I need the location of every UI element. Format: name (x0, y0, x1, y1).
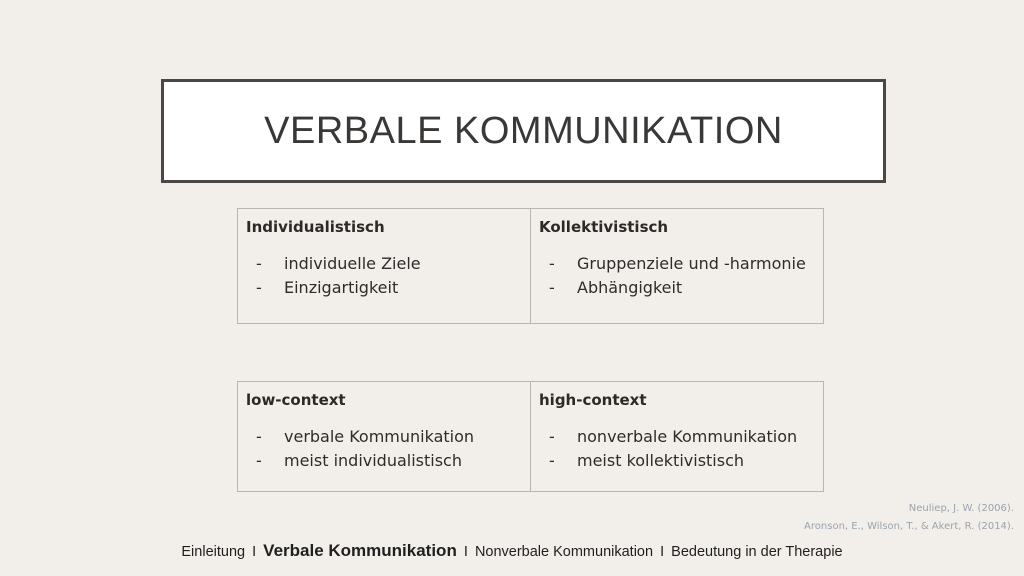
column-heading: high-context (539, 391, 647, 409)
bullet-list (539, 252, 815, 300)
column-heading: Individualistisch (246, 218, 385, 236)
bullet-dash: - (549, 278, 555, 297)
footer-item-einleitung: Einleitung (181, 544, 246, 560)
citations (804, 500, 1014, 536)
list-item: - meist individualistisch (246, 449, 522, 473)
list-item: - Gruppenziele und -harmonie (539, 252, 815, 276)
footer-separator: I (463, 544, 468, 560)
slide-title: VERBALE KOMMUNIKATION (264, 109, 783, 152)
footer-item-bedeutung-therapie: Bedeutung in der Therapie (671, 544, 843, 560)
table-row (238, 209, 824, 324)
footer-separator: I (252, 544, 257, 560)
list-item: - Abhängigkeit (539, 276, 815, 300)
list-item: - individuelle Ziele (246, 252, 522, 276)
list-item: - meist kollektivistisch (539, 449, 815, 473)
bullet-dash: - (549, 254, 555, 273)
footer-item-nonverbale-kommunikation: Nonverbale Kommunikation (474, 544, 654, 560)
column-heading: Kollektivistisch (539, 218, 669, 236)
table-cell-left (238, 209, 531, 324)
bullet-dash: - (256, 278, 262, 297)
table-cell-right (531, 209, 824, 324)
table-cell-right (531, 382, 824, 492)
bullet-dash: - (256, 427, 262, 446)
list-item: - verbale Kommunikation (246, 425, 522, 449)
bullet-list (246, 425, 522, 473)
footer-navigation (0, 541, 1024, 561)
bullet-dash: - (549, 427, 555, 446)
bullet-dash: - (256, 451, 262, 470)
citation-line: Neuliep, J. W. (2006). (908, 503, 1014, 514)
bullet-list (246, 252, 522, 300)
column-heading: low-context (246, 391, 346, 409)
bullet-dash: - (549, 451, 555, 470)
title-box (161, 79, 886, 183)
list-item: - Einzigartigkeit (246, 276, 522, 300)
bullet-dash: - (256, 254, 262, 273)
comparison-table-context (237, 381, 824, 492)
citation-line: Aronson, E., Wilson, T., & Akert, R. (2014). (804, 521, 1014, 532)
bullet-list (539, 425, 815, 473)
table-cell-left (238, 382, 531, 492)
comparison-table-individualism (237, 208, 824, 324)
footer-separator: I (660, 544, 665, 560)
footer-item-verbale-kommunikation: Verbale Kommunikation (263, 541, 457, 560)
list-item: - nonverbale Kommunikation (539, 425, 815, 449)
table-row (238, 382, 824, 492)
